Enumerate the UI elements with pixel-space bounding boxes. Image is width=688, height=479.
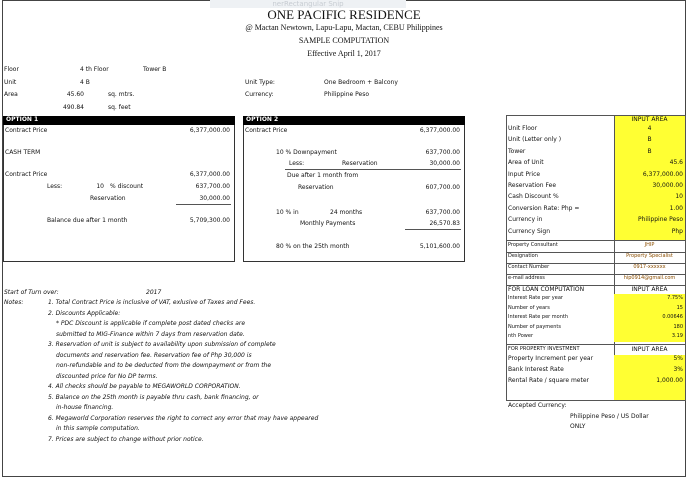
option2-due-value: 607,700.00: [425, 184, 460, 191]
notes-label: Notes:: [4, 299, 24, 306]
option2-downpayment-label: 10 % Downpayment: [276, 149, 337, 156]
option1-balance-value: 5,709,300.00: [189, 217, 230, 224]
input-area-label: INPUT AREA: [631, 116, 668, 123]
area-sqm-unit: sq. mtrs.: [108, 91, 135, 98]
currency-value: Philippine Peso: [324, 91, 369, 98]
option2-contract-label: Contract Price: [245, 127, 288, 134]
option1-reservation-label: Reservation: [90, 195, 126, 202]
turnover-label: Start of Turn over:: [4, 289, 59, 296]
contact-label: Contact Number: [508, 264, 550, 270]
panel-value: 10: [675, 193, 683, 201]
panel-label: Unit Floor: [508, 125, 538, 132]
option2-monthly-label: Monthly Payments: [300, 220, 356, 227]
address: @ Mactan Newtown, Lapu-Lapu, Mactan, CEBU Philippines: [245, 23, 443, 32]
unit-type-value: One Bedroom + Balcony: [324, 79, 398, 86]
option2-sum-line: [285, 169, 461, 170]
option1-cash-term: CASH TERM: [5, 149, 41, 156]
page-title: ONE PACIFIC RESIDENCE: [267, 7, 421, 22]
loan-value: 180: [673, 323, 683, 330]
option2-balance-value: 5,101,600.00: [419, 243, 460, 250]
snip-overlay-label: nerRectangular Snip: [210, 0, 406, 8]
option1-title: OPTION 1: [3, 116, 235, 125]
loan-input-area: INPUT AREA: [631, 286, 668, 293]
loan-title: FOR LOAN COMPUTATION: [508, 286, 585, 293]
area-sqft: 490.84: [63, 104, 84, 111]
panel-value: Php: [671, 227, 683, 235]
area-label: Area: [4, 91, 18, 98]
option1-reservation-value: 30,000.00: [199, 195, 230, 202]
option2-months-value: 637,700.00: [425, 209, 460, 216]
floor-value: 4 th Floor: [80, 66, 109, 73]
option2-monthly-line: [405, 229, 461, 230]
invest-title: FOR PROPERTY INVESTMENT: [508, 346, 580, 352]
option1-contract-label: Contract Price: [5, 127, 48, 134]
note-line: 4. All checks should be payable to MEGAWORLD CORPORATION.: [48, 383, 241, 390]
note-line: 7. Prices are subject to change without prior notice.: [48, 435, 204, 443]
invest-label: Bank Interest Rate: [508, 366, 564, 373]
turnover-value: 2017: [146, 289, 162, 296]
subtitle: SAMPLE COMPUTATION: [298, 36, 390, 45]
panel-value: Philippine Peso: [638, 216, 683, 224]
panel-label: Tower: [508, 147, 526, 155]
loan-value: 0.00646: [662, 314, 683, 321]
tower-value: Tower B: [143, 66, 167, 73]
note-line: 3. Reservation of unit is subject to availability upon submission of complete: [48, 341, 276, 348]
contact-value: JHIP: [644, 242, 655, 248]
panel-value: B: [647, 136, 652, 144]
panel-value: B: [647, 147, 652, 155]
accepted-currency-only: ONLY: [570, 423, 586, 430]
option1-less-label: Less:: [47, 183, 63, 190]
option2-reservation-label: Reservation: [342, 160, 378, 167]
loan-label: nth Power: [508, 333, 534, 340]
note-line: * PDC Discount is applicable if complete post dated checks are: [56, 320, 246, 327]
option2-contract-value: 6,377,000.00: [419, 127, 460, 134]
loan-value: 7.75%: [667, 295, 683, 301]
note-line: 6. Megaworld Corporation reserves the right to correct any error that may have appeared: [48, 414, 319, 422]
note-line: 1. Total Contract Price is inclusive of VAT, exlusive of Taxes and Fees.: [48, 299, 256, 306]
note-line: documents and reservation fee. Reservation fee of Php 30,000 is: [56, 351, 252, 359]
panel-label: Currency Sign: [508, 227, 551, 235]
option1-discount-value: 637,700.00: [195, 183, 230, 190]
panel-label: Conversion Rate: Php =: [508, 204, 580, 212]
loan-sep: [507, 344, 685, 345]
panel-value: 45.6: [669, 159, 683, 167]
panel-label: Input Price: [508, 170, 541, 178]
panel-sep: [507, 240, 685, 241]
invest-value: 5%: [673, 355, 683, 362]
panel-label: Unit (Letter only ): [508, 136, 562, 144]
effective-date: Effective April 1, 2017: [307, 49, 381, 58]
option1-discount-label: % discount: [110, 183, 144, 190]
contact-label: Designation: [508, 253, 538, 259]
contact-value: Property Specialist: [626, 253, 673, 259]
option1-sum-line: [176, 204, 231, 205]
option2-due-label: Due after 1 month from: [287, 172, 359, 179]
option2-downpayment-value: 637,700.00: [425, 149, 460, 156]
loan-label: Number of years: [508, 304, 550, 311]
invest-label: Property Increment per year: [508, 355, 594, 362]
panel-label: Area of Unit: [508, 159, 544, 167]
option1-contract2-value: 6,377,000.00: [189, 171, 230, 178]
note-line: non-refundable and to be deducted from the downpayment or from the: [56, 362, 272, 369]
option1-contract-value: 6,377,000.00: [189, 127, 230, 134]
panel-label: Reservation Fee: [508, 182, 557, 189]
loan-value: 15: [676, 304, 683, 311]
contact-value: 0917-xxxxxx: [633, 264, 666, 270]
invest-label: Rental Rate / square meter: [508, 377, 589, 384]
note-line: submitted to MIG-Finance within 7 days from reservation date.: [56, 330, 245, 338]
accepted-currency-value: Philippine Peso / US Dollar: [570, 413, 649, 420]
option1-balance-label: Balance due after 1 month: [47, 217, 128, 224]
floor-label: Floor: [4, 66, 19, 73]
note-line: in this sample computation.: [56, 425, 140, 432]
loan-value: 3.19: [671, 333, 683, 340]
option2-months-label: 24 months: [330, 209, 363, 216]
option2-due-label2: Reservation: [298, 184, 334, 191]
option1-contract2-label: Contract Price: [5, 171, 48, 178]
unit-type-label: Unit Type:: [245, 79, 275, 86]
accepted-currency-label: Accepted Currency:: [508, 402, 567, 409]
area-sqm: 45.60: [66, 91, 84, 98]
option2-reservation-value: 30,000.00: [429, 160, 460, 167]
loan-label: Interest Rate per year: [508, 295, 563, 301]
option2-title: OPTION 2: [243, 116, 465, 125]
panel-value: 30,000.00: [652, 182, 683, 189]
panel-label: Cash Discount %: [508, 193, 559, 201]
option1-discount-pct: 10: [96, 183, 104, 190]
option2-in-pct: 10 % in: [276, 209, 299, 216]
option2-balance-label: 80 % on the 25th month: [276, 243, 350, 250]
note-line: 5. Balance on the 25th month is payable thru cash, bank financing, or: [48, 393, 259, 401]
panel-value: 4: [647, 125, 652, 132]
unit-value: 4 B: [80, 79, 90, 86]
loan-label: Number of payments: [508, 323, 561, 330]
invest-value: 1,000.00: [656, 377, 683, 384]
panel-value: 6,377,000.00: [642, 170, 683, 178]
note-line: in-house financing.: [56, 404, 114, 411]
option2-monthly-value: 26,570.83: [429, 220, 460, 227]
contact-value: hip0914@gmail.com: [623, 275, 676, 281]
invest-input-area: INPUT AREA: [631, 346, 668, 353]
unit-label: Unit: [4, 79, 17, 86]
currency-label: Currency:: [245, 91, 274, 98]
invest-value: 3%: [673, 366, 683, 373]
note-line: discounted price for No DP terms.: [56, 372, 158, 380]
area-sqft-unit: sq. feet: [108, 104, 131, 111]
contact-label: e-mail address: [508, 275, 545, 281]
panel-value: 1.00: [669, 204, 683, 212]
note-line: 2. Discounts Applicable:: [48, 309, 121, 317]
panel-label: Currency in: [508, 216, 543, 224]
contact-label: Property Consultant: [508, 242, 558, 248]
loan-label: Interest Rate per month: [508, 314, 569, 321]
option2-less-label: Less:: [289, 160, 305, 167]
